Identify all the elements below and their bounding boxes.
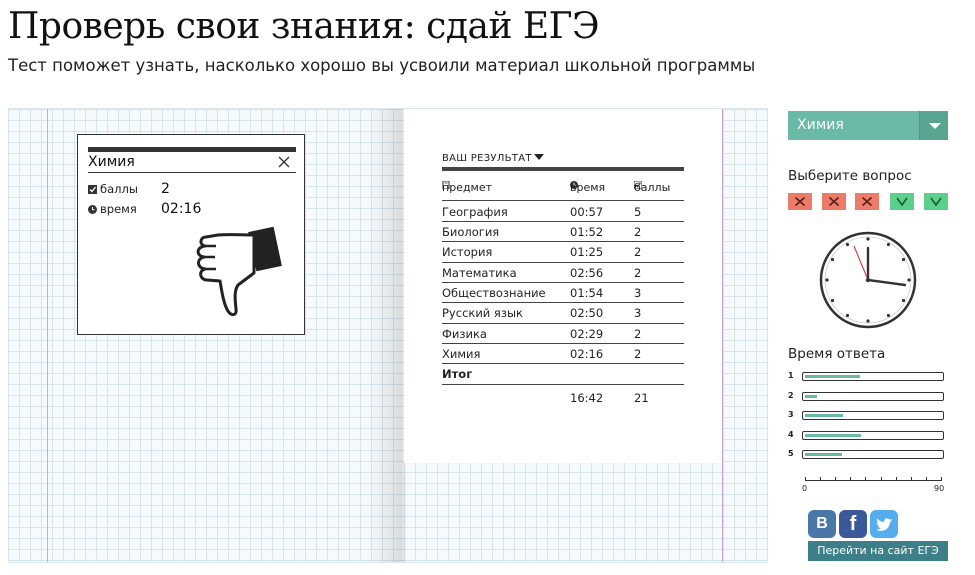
cross-icon (828, 196, 840, 207)
notebook-margin-line (47, 109, 48, 562)
response-time-fill (805, 395, 817, 398)
row-score: 5 (634, 205, 642, 219)
response-time-axis (805, 480, 942, 488)
response-time-index: 2 (788, 390, 794, 400)
response-time-index: 5 (788, 449, 794, 458)
chevron-down-icon (930, 196, 942, 207)
subject-select[interactable] (788, 111, 948, 140)
results-dropdown[interactable] (442, 153, 544, 164)
cross-icon (861, 196, 873, 207)
results-column-headers (442, 181, 684, 197)
response-time-index: 1 (788, 371, 794, 380)
page-title: Проверь свои знания: сдай ЕГЭ (8, 6, 600, 47)
total-divider (442, 384, 684, 385)
total-time: 16:42 (570, 391, 604, 405)
card-time-row (88, 201, 201, 217)
row-divider (442, 221, 684, 222)
twitter-share-button[interactable] (870, 510, 898, 538)
col-subject-header (442, 181, 493, 194)
results-header-label: ВАШ РЕЗУЛЬТАТ (442, 153, 532, 164)
response-time-track (802, 450, 944, 459)
triangle-down-icon (534, 154, 544, 160)
response-time-track (802, 392, 944, 401)
card-score-label: баллы (100, 182, 138, 196)
card-score-row (88, 181, 170, 197)
total-row (442, 367, 684, 383)
vk-share-button[interactable] (808, 510, 836, 538)
row-subject: Обществознание (442, 286, 546, 300)
facebook-share-button[interactable] (839, 510, 867, 538)
cross-icon (794, 196, 806, 207)
row-time: 02:16 (570, 347, 604, 361)
response-time-row (788, 450, 948, 460)
response-time-label: Время ответа (788, 346, 886, 362)
response-time-row (788, 392, 948, 402)
row-time: 01:52 (570, 225, 604, 239)
response-time-index: 4 (788, 429, 794, 439)
row-divider (442, 323, 684, 324)
response-time-fill (805, 434, 861, 437)
results-page (404, 109, 722, 463)
close-icon[interactable] (277, 155, 291, 169)
card-score-value: 2 (161, 181, 170, 197)
ege-site-button[interactable]: Перейти на сайт ЕГЭ (808, 541, 948, 561)
table-row (442, 205, 684, 221)
card-title: Химия (88, 154, 135, 170)
notebook-margin-line-right (722, 109, 723, 562)
axis-min-label: 0 (802, 484, 808, 493)
table-row (442, 225, 684, 241)
question-button-5[interactable] (924, 193, 948, 210)
clock-icon (88, 205, 97, 214)
row-time: 00:57 (570, 205, 604, 219)
row-subject: География (442, 205, 508, 219)
facebook-icon: f (849, 513, 857, 535)
total-values-row (442, 391, 684, 407)
row-score: 2 (634, 245, 642, 259)
row-divider (442, 343, 684, 344)
thumbs-down-icon (182, 223, 282, 321)
row-score: 2 (634, 225, 642, 239)
row-score: 2 (634, 347, 642, 361)
row-divider (442, 302, 684, 303)
row-subject: Химия (442, 347, 481, 361)
response-time-row (788, 372, 948, 382)
chevron-down-icon[interactable] (919, 111, 948, 140)
question-button-4[interactable] (890, 193, 914, 210)
page-subtitle: Тест поможет узнать, насколько хорошо вы усвоили материал школьной программы (8, 56, 756, 75)
row-time: 01:54 (570, 286, 604, 300)
row-divider (442, 363, 684, 364)
results-top-bar (442, 167, 684, 171)
row-score: 3 (634, 306, 642, 320)
row-score: 2 (634, 266, 642, 280)
row-time: 02:56 (570, 266, 604, 280)
twitter-icon (870, 510, 898, 538)
row-score: 3 (634, 286, 642, 300)
col-subject-label: предмет (442, 181, 493, 194)
row-score: 2 (634, 327, 642, 341)
row-divider (442, 262, 684, 263)
subject-result-card (77, 134, 305, 335)
response-time-index: 3 (788, 410, 794, 419)
table-row (442, 245, 684, 261)
row-time: 02:29 (570, 327, 604, 341)
table-row (442, 266, 684, 282)
response-time-track (802, 411, 944, 420)
total-score: 21 (634, 391, 649, 405)
row-time: 01:25 (570, 245, 604, 259)
notebook-spine (366, 109, 406, 562)
vk-icon: В (816, 515, 828, 532)
card-time-value: 02:16 (161, 201, 202, 217)
results-divider (442, 200, 684, 201)
table-row (442, 347, 684, 363)
response-time-fill (805, 414, 843, 417)
col-score-header (634, 181, 671, 194)
table-row (442, 286, 684, 302)
question-button-2[interactable] (822, 193, 846, 210)
response-time-row (788, 431, 948, 441)
col-time-header (570, 181, 606, 194)
row-divider (442, 282, 684, 283)
row-divider (442, 241, 684, 242)
col-time-label: время (570, 181, 606, 194)
col-score-label: баллы (634, 181, 671, 194)
notebook-area (8, 108, 768, 563)
clock-icon (818, 230, 918, 330)
axis-max-label: 90 (934, 484, 945, 493)
row-time: 02:50 (570, 306, 604, 320)
card-divider (88, 172, 296, 173)
row-subject: Биология (442, 225, 500, 239)
total-label: Итог (442, 367, 473, 381)
response-time-track (802, 372, 944, 381)
chevron-down-icon (896, 196, 908, 207)
question-buttons (788, 193, 948, 211)
response-time-row (788, 411, 948, 421)
row-subject: Русский язык (442, 306, 523, 320)
questions-label: Выберите вопрос (788, 168, 912, 184)
sidebar (788, 108, 948, 568)
row-subject: Физика (442, 327, 487, 341)
response-time-track (802, 431, 944, 440)
checkbox-icon (88, 185, 97, 194)
row-subject: Математика (442, 266, 517, 280)
row-subject: История (442, 245, 493, 259)
response-time-fill (805, 453, 842, 456)
table-row (442, 306, 684, 322)
question-button-3[interactable] (855, 193, 879, 210)
card-time-label: время (100, 202, 137, 216)
response-time-fill (805, 375, 860, 378)
table-row (442, 327, 684, 343)
subject-select-value: Химия (797, 117, 844, 133)
card-top-bar (88, 147, 296, 152)
question-button-1[interactable] (788, 193, 812, 210)
